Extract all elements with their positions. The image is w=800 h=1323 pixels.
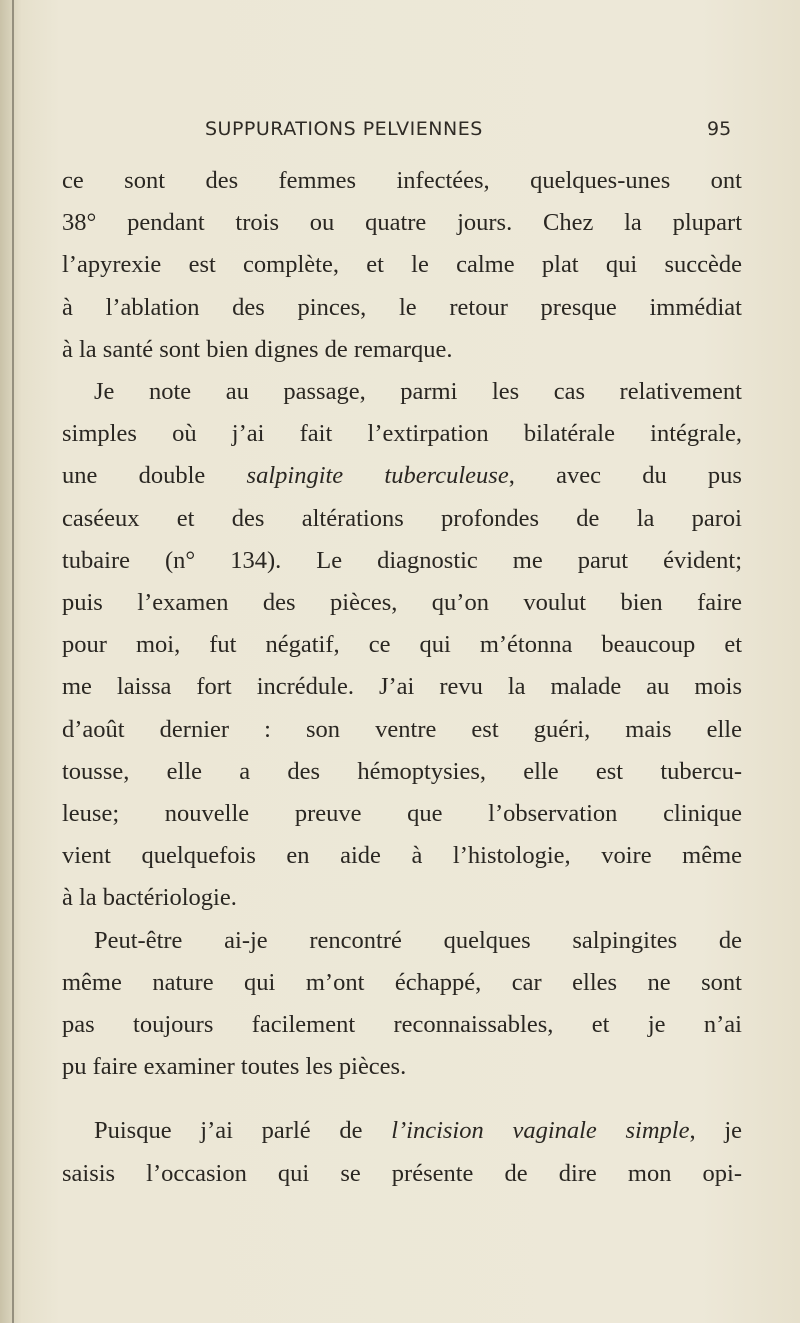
italic-term: l’incision vaginale simple	[391, 1117, 690, 1145]
text-line: simples où j’ai fait l’extirpation bilatérale intégrale,	[62, 420, 742, 448]
italic-term: salpingite tuberculeuse	[246, 462, 509, 490]
text-run: une double	[62, 462, 247, 490]
text-line: l’apyrexie est complète, et le calme plat qui succède	[62, 251, 742, 279]
paragraph-gap	[62, 1088, 742, 1110]
text-line: pour moi, fut négatif, ce qui m’étonna beaucoup et	[62, 631, 742, 659]
paragraph	[62, 160, 742, 371]
page-header	[0, 118, 800, 148]
running-head: SUPPURATIONS PELVIENNES	[205, 118, 483, 140]
text-line: Peut-être ai-je rencontré quelques salpingites de	[94, 926, 742, 954]
text-line: à la bactériologie.	[62, 884, 237, 912]
text-line: même nature qui m’ont échappé, car elles ne sont	[62, 968, 742, 996]
text-line: à la santé sont bien dignes de remarque.	[62, 335, 453, 363]
text-run: Puisque j’ai parlé de	[94, 1117, 392, 1145]
text-line: ce sont des femmes infectées, quelques-unes ont	[62, 167, 742, 194]
binding-edge	[12, 0, 14, 1323]
text-line: tubaire (n° 134). Le diagnostic me parut évident;	[62, 546, 742, 574]
paragraph	[62, 920, 742, 1089]
text-line: 38° pendant trois ou quatre jours. Chez la plupart	[62, 209, 742, 237]
page-number: 95	[707, 118, 732, 140]
text-line: me laissa fort incrédule. J’ai revu la malade au mois	[62, 673, 742, 701]
text-line: tousse, elle a des hémoptysies, elle est tubercu-	[62, 757, 742, 785]
text-line: à l’ablation des pinces, le retour presque immédiat	[62, 293, 742, 321]
text-line: leuse; nouvelle preuve que l’observation clinique	[62, 800, 742, 828]
text-line	[62, 455, 742, 497]
text-line: caséeux et des altérations profondes de la paroi	[62, 504, 742, 532]
text-line: pu faire examiner toutes les pièces.	[62, 1053, 407, 1081]
paragraph	[62, 371, 742, 920]
text-line	[62, 1110, 742, 1152]
paragraph	[62, 1110, 742, 1194]
text-line: saisis l’occasion qui se présente de dire mon opi-	[62, 1159, 742, 1187]
text-line: vient quelquefois en aide à l’histologie, voire même	[62, 842, 742, 870]
page-gutter	[0, 0, 22, 1323]
text-line: Je note au passage, parmi les cas relativement	[94, 378, 742, 406]
text-line: pas toujours facilement reconnaissables, et je n’ai	[62, 1011, 742, 1039]
body-text	[62, 160, 742, 1195]
text-run: , avec du pus	[508, 462, 742, 490]
text-run: , je	[689, 1117, 743, 1145]
text-line: puis l’examen des pièces, qu’on voulut bien faire	[62, 589, 742, 617]
text-line: d’août dernier : son ventre est guéri, mais elle	[62, 715, 742, 743]
